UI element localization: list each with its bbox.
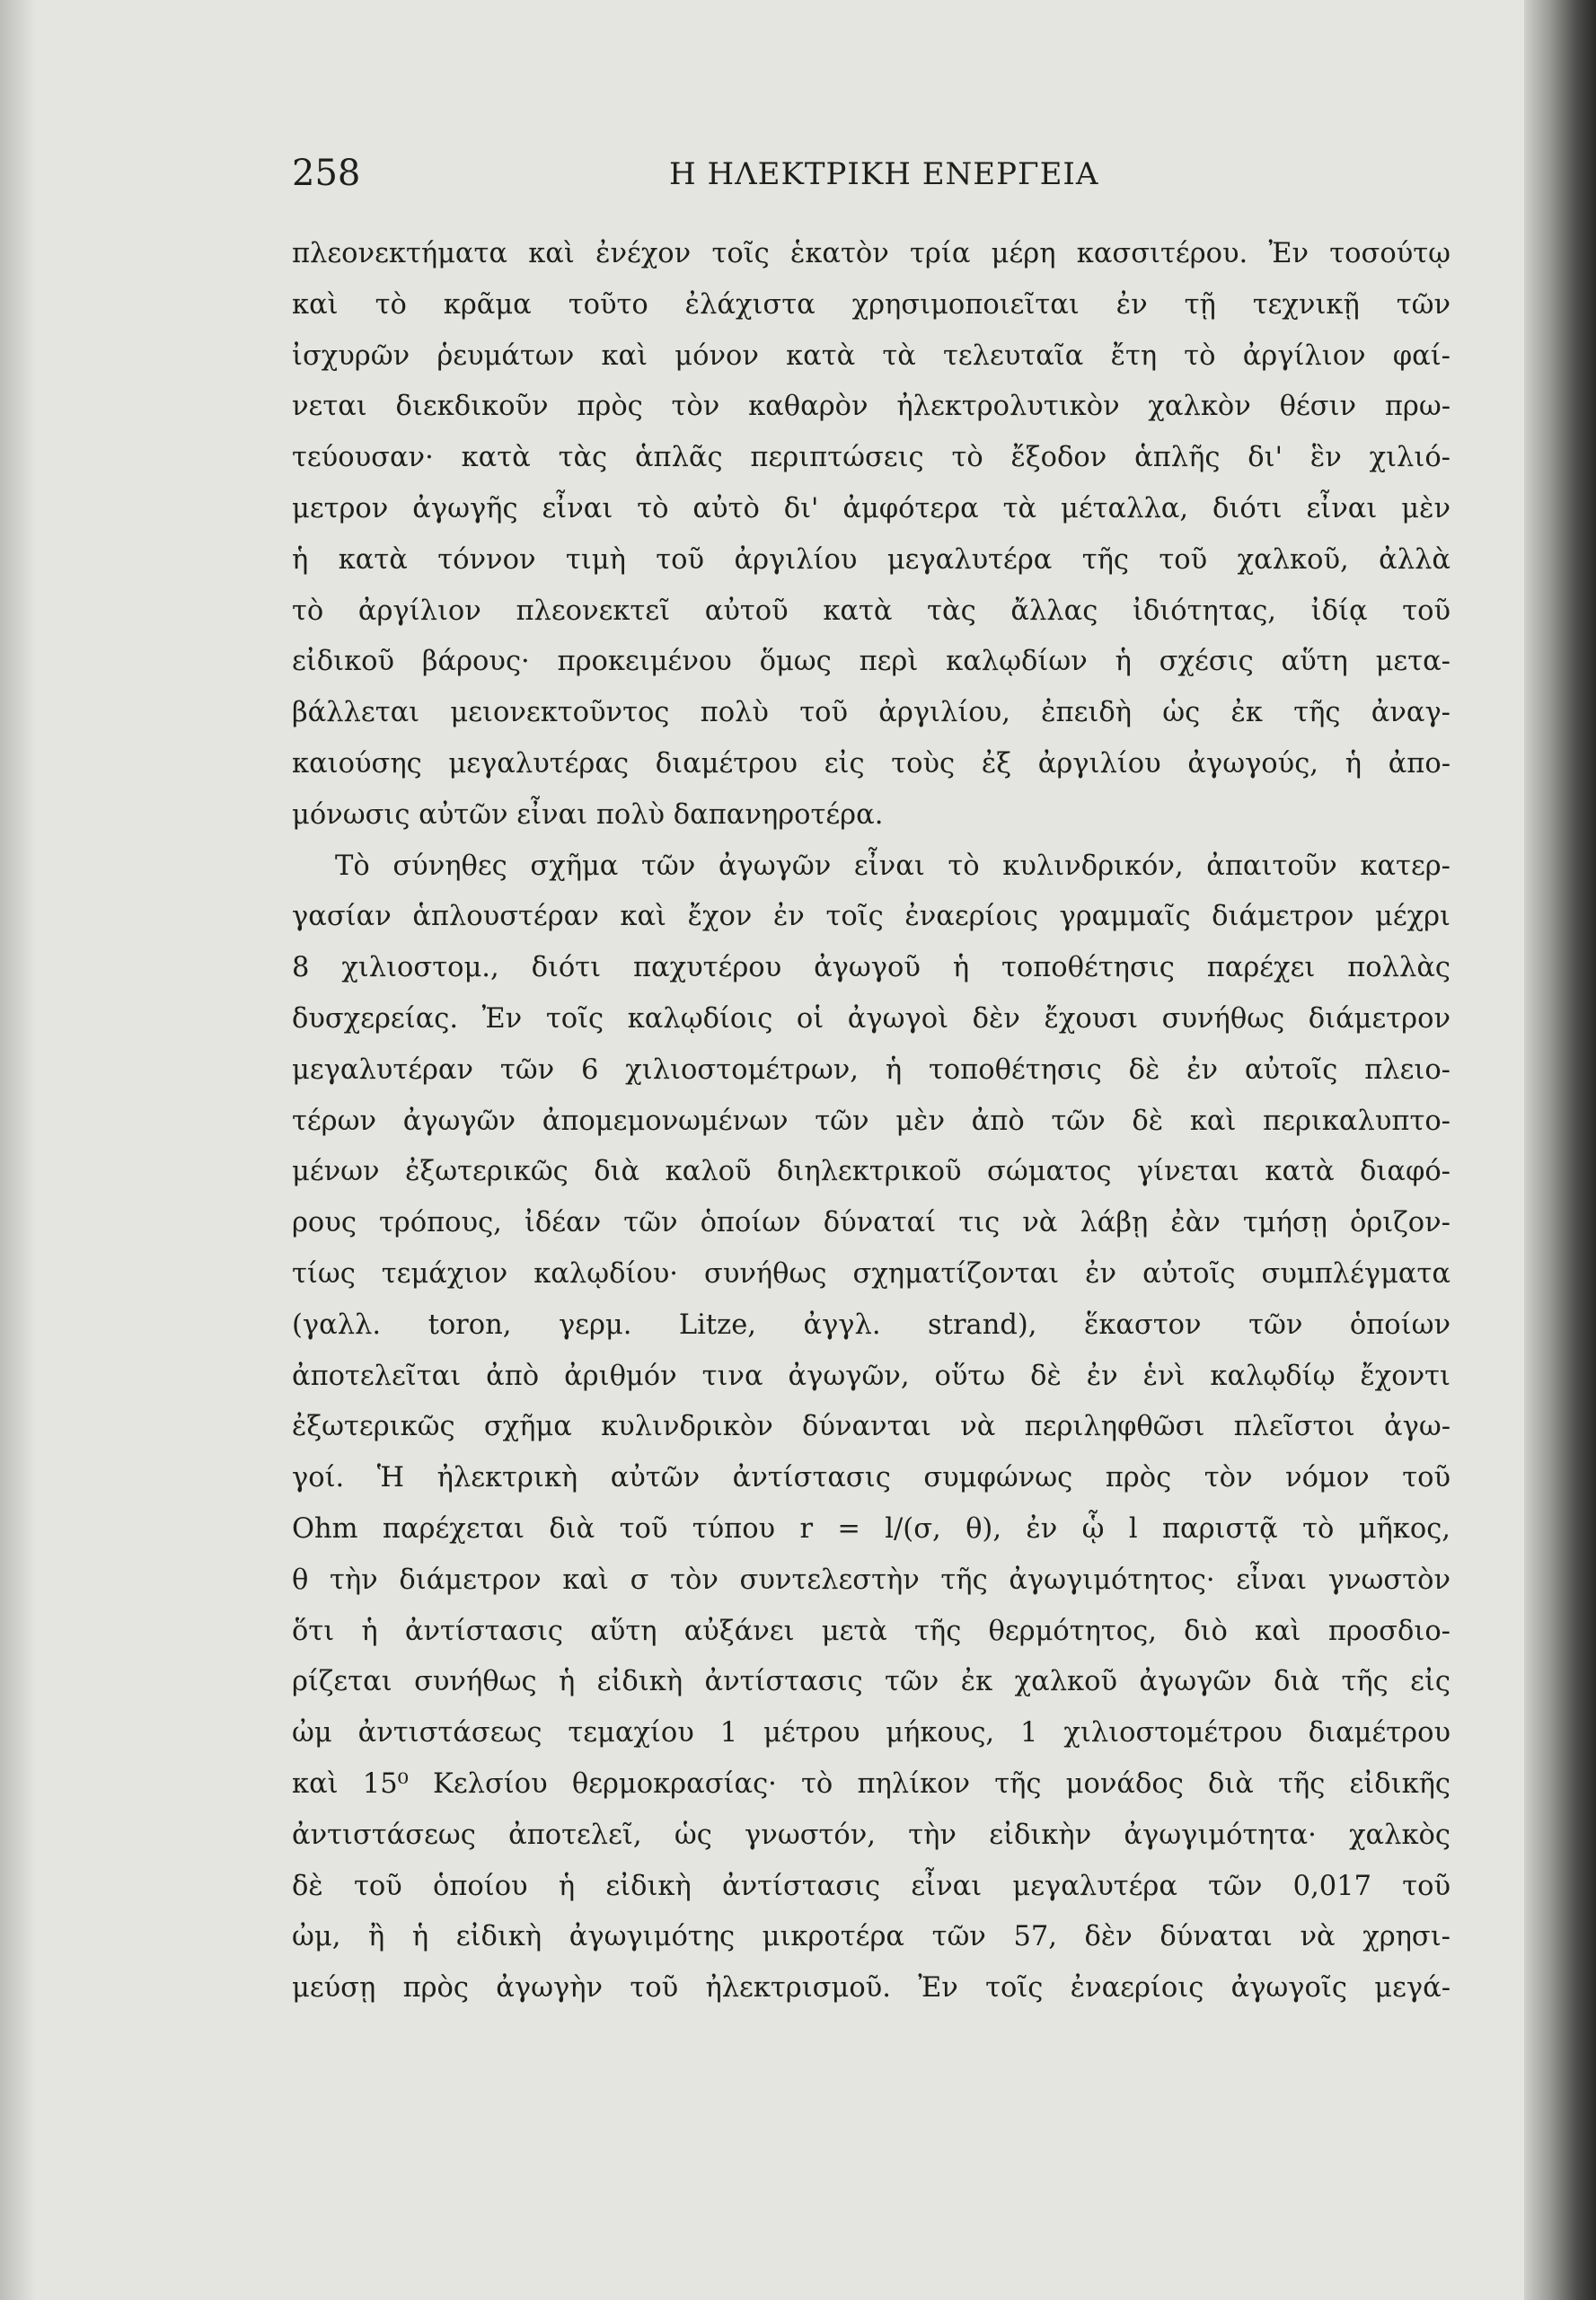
text-line: ἰσχυρῶν ῥευμάτων καὶ μόνον κατὰ τὰ τελευταῖα ἔτη τὸ ἀργίλιον φαί-	[292, 339, 1451, 372]
text-line: τέρων ἀγωγῶν ἀπομεμονωμένων τῶν μὲν ἀπὸ τῶν δὲ καὶ περικαλυπτο-	[292, 1105, 1451, 1137]
text-line: καὶ τὸ κρᾶμα τοῦτο ἐλάχιστα χρησιμοποιεῖται ἐν τῇ τεχνικῇ τῶν	[292, 288, 1451, 321]
text-line: μεύσῃ πρὸς ἀγωγὴν τοῦ ἠλεκτρισμοῦ. Ἐν τοῖς ἐναερίοις ἀγωγοῖς μεγά-	[292, 1972, 1451, 2005]
text-line: ὠμ, ἢ ἡ εἰδικὴ ἀγωγιμότης μικροτέρα τῶν 57, δὲν δύναται νὰ χρησι-	[292, 1921, 1451, 1953]
scanner-edge-shadow	[1524, 0, 1596, 2300]
text-line: δυσχερείας. Ἐν τοῖς καλῳδίοις οἱ ἀγωγοὶ δὲν ἔχουσι συνήθως διάμετρον	[292, 1002, 1451, 1035]
page-gutter-shadow	[0, 0, 36, 2300]
text-line: καὶ 15⁰ Κελσίου θερμοκρασίας· τὸ πηλίκον τῆς μονάδος διὰ τῆς εἰδικῆς	[292, 1767, 1451, 1800]
text-line: ἐξωτερικῶς σχῆμα κυλινδρικὸν δύνανται νὰ περιληφθῶσι πλεῖστοι ἀγω-	[292, 1411, 1451, 1443]
text-line: γασίαν ἁπλουστέραν καὶ ἔχον ἐν τοῖς ἐναερίοις γραμμαῖς διάμετρον μέχρι	[292, 901, 1451, 933]
text-line: ρους τρόπους, ἰδέαν τῶν ὁποίων δύναταί τις νὰ λάβῃ ἐὰν τμήσῃ ὁριζον-	[292, 1207, 1451, 1239]
text-line: εἰδικοῦ βάρους· προκειμένου ὅμως περὶ καλῳδίων ἡ σχέσις αὕτη μετα-	[292, 646, 1451, 678]
text-line: μετρον ἀγωγῆς εἶναι τὸ αὐτὸ δι' ἀμφότερα τὰ μέταλλα, διότι εἶναι μὲν	[292, 492, 1451, 524]
text-line: δὲ τοῦ ὁποίου ἡ εἰδικὴ ἀντίστασις εἶναι μεγαλυτέρα τῶν 0,017 τοῦ	[292, 1870, 1451, 1902]
text-line: (γαλλ. toron, γερμ. Litze, ἀγγλ. strand), ἕκαστον τῶν ὁποίων	[292, 1309, 1451, 1341]
text-line: ὠμ ἀντιστάσεως τεμαχίου 1 μέτρου μήκους, 1 χιλιοστομέτρου διαμέτρου	[292, 1717, 1451, 1749]
page-header	[292, 153, 1451, 207]
paragraph-first-line: Τὸ σύνηθες σχῆμα τῶν ἀγωγῶν εἶναι τὸ κυλινδρικόν, ἀπαιτοῦν κατερ-	[335, 850, 1451, 882]
paragraph-last-line: μόνωσις αὐτῶν εἶναι πολὺ δαπανηροτέρα.	[292, 798, 884, 831]
text-line: γοί. Ἡ ἠλεκτρικὴ αὐτῶν ἀντίστασις συμφώνως πρὸς τὸν νόμον τοῦ	[292, 1462, 1451, 1494]
text-line: πλεονεκτήματα καὶ ἐνέχον τοῖς ἑκατὸν τρία μέρη κασσιτέρου. Ἐν τοσούτῳ	[292, 238, 1451, 269]
text-line: ἀποτελεῖται ἀπὸ ἀριθμόν τινα ἀγωγῶν, οὕτω δὲ ἐν ἑνὶ καλῳδίῳ ἔχοντι	[292, 1360, 1451, 1392]
body-text	[292, 229, 1451, 2014]
text-line: τὸ ἀργίλιον πλεονεκτεῖ αὐτοῦ κατὰ τὰς ἄλλας ἰδιότητας, ἰδίᾳ τοῦ	[292, 595, 1451, 627]
running-title: Η ΗΛΕΚΤΡΙΚΗ ΕΝΕΡΓΕΙΑ	[669, 156, 1099, 192]
page-number: 258	[292, 153, 361, 194]
text-line: νεται διεκδικοῦν πρὸς τὸν καθαρὸν ἠλεκτρολυτικὸν χαλκὸν θέσιν πρω-	[292, 391, 1451, 423]
formula-line: Ohm παρέχεται διὰ τοῦ τύπου r = l/(σ, θ), ἐν ᾧ l παριστᾷ τὸ μῆκος,	[292, 1512, 1451, 1545]
text-line: τίως τεμάχιον καλῳδίου· συνήθως σχηματίζονται ἐν αὐτοῖς συμπλέγματα	[292, 1257, 1451, 1290]
text-line: ὅτι ἡ ἀντίστασις αὕτη αὐξάνει μετὰ τῆς θερμότητος, διὸ καὶ προσδιο-	[292, 1615, 1451, 1647]
text-line: ἀντιστάσεως ἀποτελεῖ, ὡς γνωστόν, τὴν εἰδικὴν ἀγωγιμότητα· χαλκὸς	[292, 1819, 1451, 1851]
text-line: μένων ἐξωτερικῶς διὰ καλοῦ διηλεκτρικοῦ σώματος γίνεται κατὰ διαφό-	[292, 1156, 1451, 1188]
text-line: 8 χιλιοστομ., διότι παχυτέρου ἀγωγοῦ ἡ τοποθέτησις παρέχει πολλὰς	[292, 952, 1451, 984]
text-line: τεύουσαν· κατὰ τὰς ἁπλᾶς περιπτώσεις τὸ ἔξοδον ἁπλῆς δι' ἓν χιλιό-	[292, 442, 1451, 474]
text-line: βάλλεται μειονεκτοῦντος πολὺ τοῦ ἀργιλίου, ἐπειδὴ ὡς ἐκ τῆς ἀναγ-	[292, 697, 1451, 729]
text-line: θ τὴν διάμετρον καὶ σ τὸν συντελεστὴν τῆς ἀγωγιμότητος· εἶναι γνωστὸν	[292, 1564, 1451, 1596]
text-line: μεγαλυτέραν τῶν 6 χιλιοστομέτρων, ἡ τοποθέτησις δὲ ἐν αὐτοῖς πλειο-	[292, 1053, 1451, 1086]
text-line: ρίζεται συνήθως ἡ εἰδικὴ ἀντίστασις τῶν ἐκ χαλκοῦ ἀγωγῶν διὰ τῆς εἰς	[292, 1666, 1451, 1698]
text-line: καιούσης μεγαλυτέρας διαμέτρου εἰς τοὺς ἐξ ἀργιλίου ἀγωγούς, ἡ ἀπο-	[292, 747, 1451, 780]
text-line: ἡ κατὰ τόννον τιμὴ τοῦ ἀργιλίου μεγαλυτέρα τῆς τοῦ χαλκοῦ, ἀλλὰ	[292, 543, 1451, 576]
